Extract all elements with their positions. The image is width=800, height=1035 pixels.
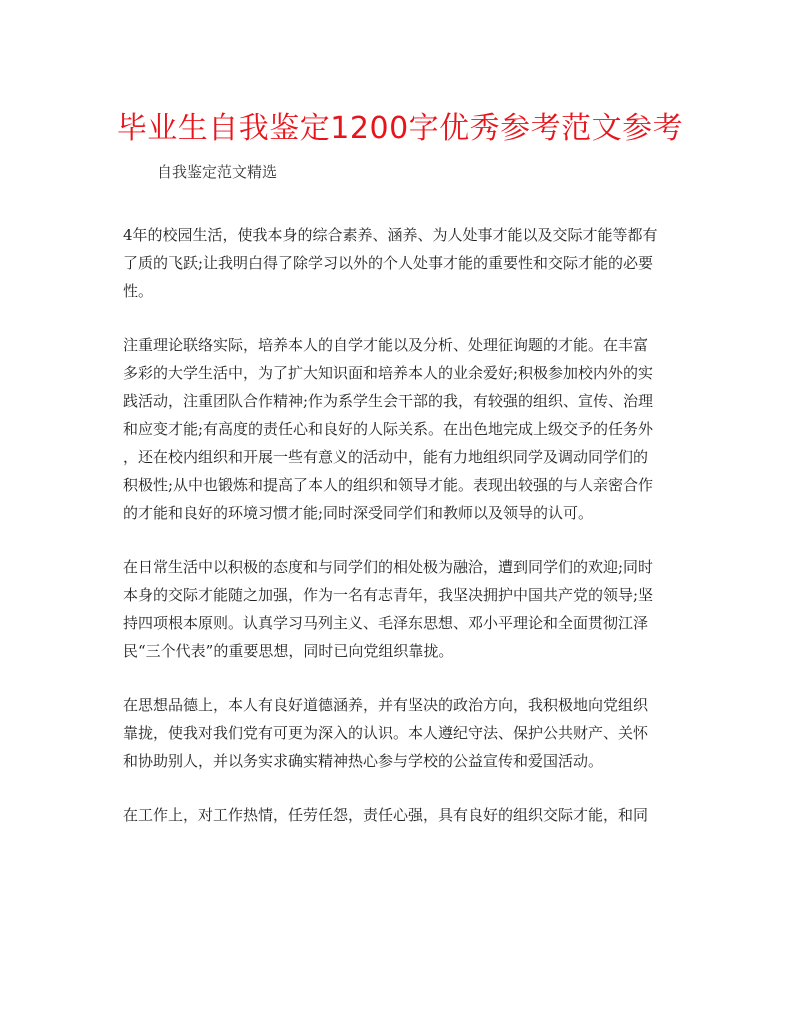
text-line: 4年的校园生活，使我本身的综合素养、涵养、为人处事才能以及交际才能等都有 (123, 226, 658, 244)
text-line: 靠拢，使我对我们党有可更为深入的认识。本人遵纪守法、保护公共财产、关怀 (123, 724, 649, 742)
text-line: 积极性;从中也锻炼和提高了本人的组织和领导才能。表现出较强的与人亲密合作 (123, 476, 654, 494)
document-title: 毕业生自我鉴定1200字优秀参考范文参考 (116, 111, 684, 146)
paragraph-5 (123, 801, 679, 829)
text-line: 持四项根本原则。认真学习马列主义、毛泽东思想、邓小平理论和全面贯彻江泽 (123, 614, 649, 632)
text-line: 注重理论联络实际，培养本人的自学才能以及分析、处理征询题的才能。在丰富 (123, 336, 649, 354)
text-line: 多彩的大学生活中，为了扩大知识面和培养本人的业余爱好;积极参加校内外的实 (123, 364, 654, 382)
text-line: 在思想品德上，本人有良好道德涵养，并有坚决的政治方向，我积极地向党组织 (123, 696, 649, 714)
text-line: 和协助别人，并以务实求确实精神热心参与学校的公益宣传和爱国活动。 (123, 752, 604, 770)
paragraph-4 (123, 691, 679, 775)
text-line: 在日常生活中以积极的态度和与同学们的相处极为融洽，遭到同学们的欢迎;同时 (123, 558, 654, 576)
text-line: 和应变才能;有高度的责任心和良好的人际关系。在出色地完成上级交予的任务外 (123, 420, 654, 438)
text-line: 在工作上，对工作热情，任劳任怨，责任心强，具有良好的组织交际才能，和同 (123, 806, 649, 824)
paragraph-1 (123, 221, 679, 305)
text-line: ，还在校内组织和开展一些有意义的活动中，能有力地组织同学及调动同学们的 (123, 448, 649, 466)
text-line: 性。 (123, 282, 154, 300)
paragraph-2 (123, 331, 679, 527)
text-line: 的才能和良好的环境习惯才能;同时深受同学们和教师以及领导的认可。 (123, 504, 594, 522)
paragraph-3 (123, 553, 679, 665)
text-line: 民“三个代表”的重要思想，同时已向党组织靠拢。 (123, 642, 454, 660)
document-subtitle: 自我鉴定范文精选 (157, 163, 278, 181)
text-line: 了质的飞跃;让我明白得了除学习以外的个人处事才能的重要性和交际才能的必要 (123, 254, 654, 272)
text-line: 本身的交际才能随之加强，作为一名有志青年，我坚决拥护中国共产党的领导;坚 (123, 586, 654, 604)
document-body (123, 221, 679, 855)
text-line: 践活动，注重团队合作精神;作为系学生会干部的我，有较强的组织、宣传、治理 (123, 392, 654, 410)
